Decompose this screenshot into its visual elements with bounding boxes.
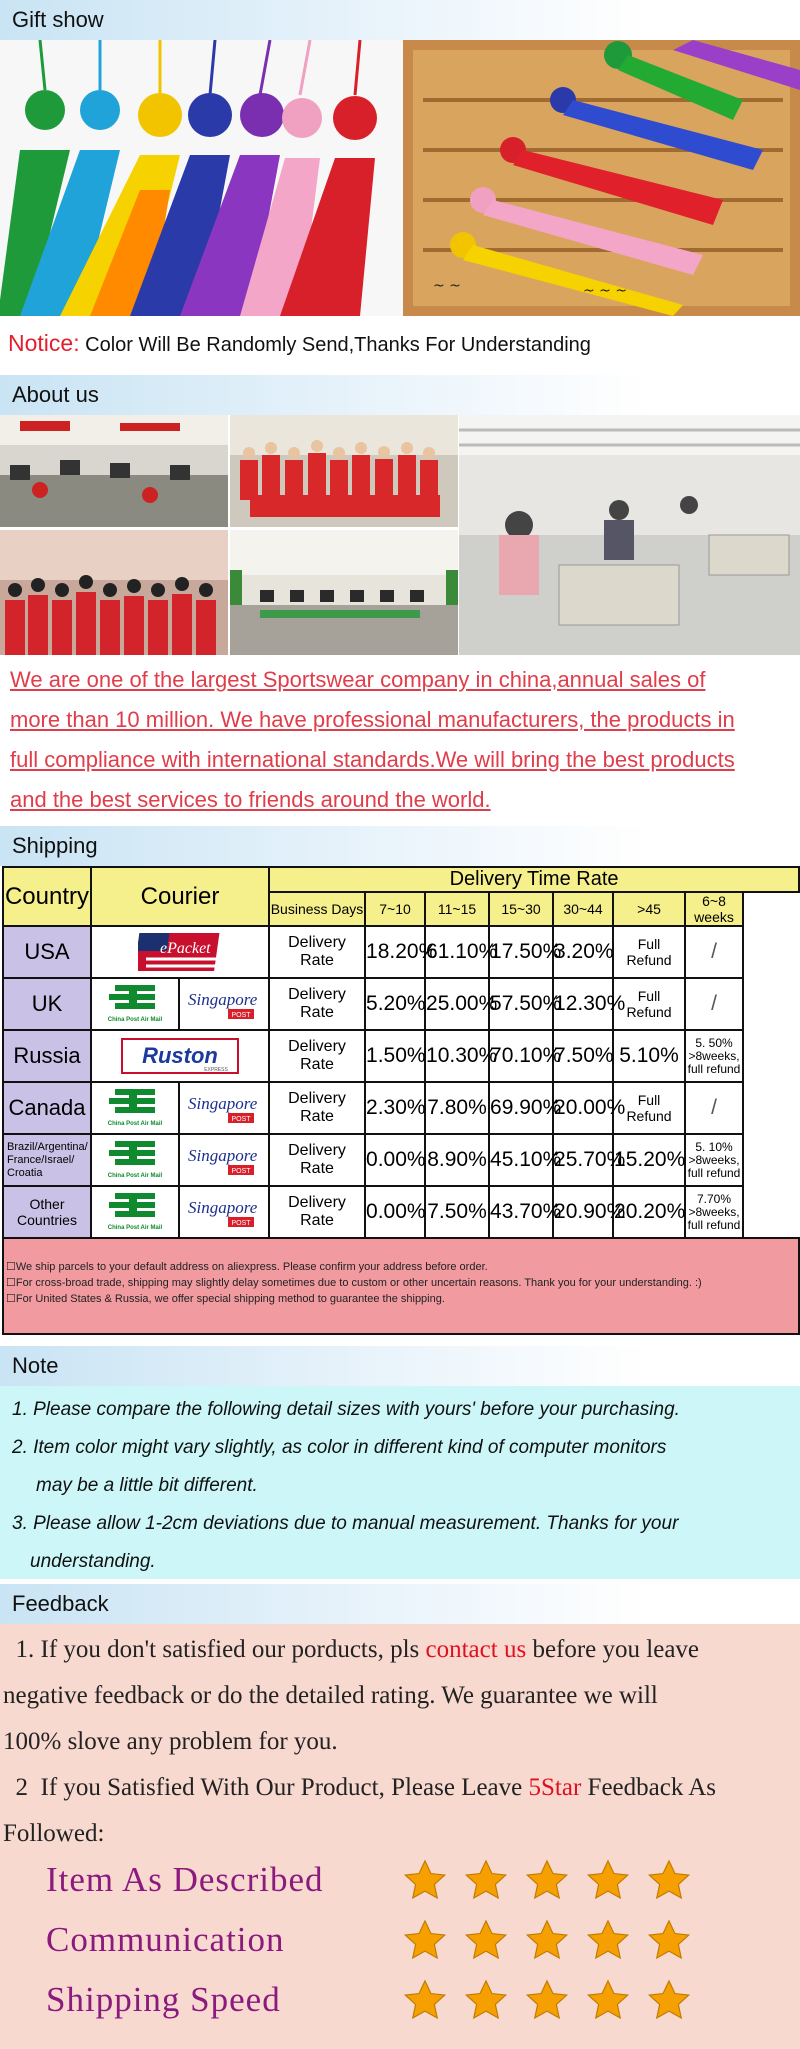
rating-label-communication: Communication (46, 1920, 285, 1959)
courier-cell (91, 926, 269, 978)
svg-text:~ ~: ~ ~ (433, 278, 461, 294)
singapore-sub: POST (231, 1116, 251, 1123)
sub-header: 30~44 (553, 892, 613, 926)
feedback-line (3, 1774, 716, 1802)
rate-cell: / (685, 978, 743, 1030)
star-icon (402, 1858, 448, 1904)
rate-cell: 15.20% (613, 1134, 685, 1186)
feedback-text: 1. If you don't satisfied our porducts, pls (3, 1636, 426, 1663)
team-photo-1 (230, 415, 458, 527)
notice-label: Notice: (8, 330, 80, 356)
sub-header: 6~8 weeks (685, 892, 743, 926)
rate-cell: 45.10% (489, 1134, 553, 1186)
epacket-text: ePacket (160, 940, 211, 957)
rate-cell: 12.30% (553, 978, 613, 1030)
star-icon (524, 1918, 570, 1964)
about-line: full compliance with international standards.We will bring the best products (10, 747, 735, 772)
note-item: 2. Item color might vary slightly, as color in different kind of computer monitors (12, 1437, 667, 1458)
rate-cell: 57.50% (489, 978, 553, 1030)
star-icon (524, 1858, 570, 1904)
shipping-table (2, 866, 800, 1335)
rate-cell: / (685, 1082, 743, 1134)
country-cell: Other Countries (3, 1186, 91, 1238)
rate-cell: 25.70% (553, 1134, 613, 1186)
china-post-logo (95, 1189, 175, 1235)
courier-cell (179, 978, 269, 1030)
note-item: 3. Please allow 1-2cm deviations due to manual measurement. Thanks for your (12, 1513, 679, 1534)
rate-cell: 20.90% (553, 1186, 613, 1238)
rate-cell: 5. 10% >8weeks, full refund (685, 1134, 743, 1186)
five-star-text: 5Star (528, 1774, 582, 1801)
shipping-title: Shipping (12, 833, 98, 858)
china-post-logo (95, 1085, 175, 1131)
note-title: Note (12, 1353, 59, 1378)
sub-header: 11~15 (425, 892, 489, 926)
china-post-logo (95, 981, 175, 1027)
table-row (3, 1186, 799, 1238)
rate-cell: 17.50% (489, 926, 553, 978)
rate-cell: 7.70% >8weeks, full refund (685, 1186, 743, 1238)
ruston-logo (120, 1033, 240, 1079)
china-post-text: China Post Air Mail (107, 1121, 163, 1127)
rate-cell: / (685, 926, 743, 978)
rate-label: Delivery Rate (269, 1082, 365, 1134)
notice-text: Color Will Be Randomly Send,Thanks For Understanding (79, 334, 591, 356)
rate-label: Delivery Rate (269, 1186, 365, 1238)
tassels-fan-photo (0, 40, 403, 316)
china-post-text: China Post Air Mail (107, 1225, 163, 1231)
star-icon (585, 1858, 631, 1904)
team-photo-2 (0, 530, 228, 655)
china-post-text: China Post Air Mail (107, 1017, 163, 1023)
rate-cell: 69.90% (489, 1082, 553, 1134)
feedback-header (0, 1584, 800, 1624)
col-courier-header: Courier (91, 867, 269, 926)
feedback-line: negative feedback or do the detailed rating. We guarantee we will (3, 1682, 658, 1709)
table-row (3, 978, 799, 1030)
tassels-tray-photo (403, 40, 800, 316)
note-item: understanding. (30, 1551, 156, 1572)
about-us-header (0, 375, 800, 415)
rate-cell: 5.20% (365, 978, 425, 1030)
about-line: and the best services to friends around the world. (10, 787, 491, 812)
factory-photo (459, 415, 800, 655)
star-icon (463, 1918, 509, 1964)
rate-cell: 10.30% (425, 1030, 489, 1082)
courier-cell (91, 1134, 179, 1186)
rate-cell: 20.20% (613, 1186, 685, 1238)
star-icon (646, 1858, 692, 1904)
courier-cell (91, 1082, 179, 1134)
star-icon (402, 1918, 448, 1964)
rating-label-shipping-speed: Shipping Speed (46, 1980, 281, 2019)
rate-label: Delivery Rate (269, 1030, 365, 1082)
stars-row (402, 1978, 707, 2029)
courier-cell (179, 1082, 269, 1134)
epacket-logo (138, 929, 222, 975)
shipping-note: ☐For United States & Russia, we offer special shipping method to guarantee the shipping. (6, 1293, 445, 1305)
singapore-post-logo (182, 1137, 266, 1183)
singapore-post-logo (182, 981, 266, 1027)
star-icon (646, 1978, 692, 2024)
singapore-text: Singapore (188, 990, 258, 1009)
note-item: 1. Please compare the following detail sizes with yours' before your purchasing. (12, 1399, 680, 1420)
table-row (3, 1082, 799, 1134)
shipping-header (0, 826, 800, 866)
singapore-text: Singapore (188, 1146, 258, 1165)
rate-cell: Full Refund (613, 1082, 685, 1134)
rate-cell: 1.50% (365, 1030, 425, 1082)
star-icon (463, 1978, 509, 2024)
china-post-text: China Post Air Mail (107, 1173, 163, 1179)
stars-row (402, 1858, 707, 1909)
sub-header: 15~30 (489, 892, 553, 926)
ruston-sub: EXPRESS (204, 1067, 228, 1073)
feedback-line: 100% slove any problem for you. (3, 1728, 338, 1755)
contact-us-link[interactable]: contact us (425, 1636, 527, 1663)
feedback-title: Feedback (12, 1591, 109, 1616)
country-cell: UK (3, 978, 91, 1030)
col-country-header: Country (3, 867, 91, 926)
rate-cell: 70.10% (489, 1030, 553, 1082)
sub-header: 7~10 (365, 892, 425, 926)
stars-row (402, 1918, 707, 1969)
table-row (3, 1134, 799, 1186)
rate-cell: 7.50% (553, 1030, 613, 1082)
rate-cell: Full Refund (613, 926, 685, 978)
singapore-sub: POST (231, 1220, 251, 1227)
rate-cell: 3.20% (553, 926, 613, 978)
rate-label: Delivery Rate (269, 926, 365, 978)
courier-cell (91, 978, 179, 1030)
star-icon (463, 1858, 509, 1904)
singapore-text: Singapore (188, 1094, 258, 1113)
gift-show-title: Gift show (12, 7, 104, 32)
office-photo (0, 415, 228, 527)
courier-cell (91, 1030, 269, 1082)
rate-cell: 2.30% (365, 1082, 425, 1134)
about-us-text (10, 660, 790, 820)
country-cell: USA (3, 926, 91, 978)
feedback-line: Followed: (3, 1820, 105, 1847)
courier-cell (179, 1186, 269, 1238)
feedback-text: before you leave (526, 1636, 700, 1663)
country-cell: Canada (3, 1082, 91, 1134)
note-box (0, 1386, 800, 1579)
feedback-text: 2 If you Satisfied With Our Product, Please Leave (3, 1774, 529, 1801)
shipping-notes (3, 1238, 799, 1334)
svg-text:~ ~ ~: ~ ~ ~ (583, 283, 628, 299)
feedback-box (0, 1624, 800, 2049)
notice-line (8, 330, 591, 357)
rate-cell: 5. 50% >8weeks, full refund (685, 1030, 743, 1082)
star-icon (402, 1978, 448, 2024)
china-post-logo (95, 1137, 175, 1183)
singapore-post-logo (182, 1085, 266, 1131)
rate-cell: 7.50% (425, 1186, 489, 1238)
sub-header: >45 (613, 892, 685, 926)
star-icon (646, 1918, 692, 1964)
singapore-post-logo (182, 1189, 266, 1235)
rate-cell: 0.00% (365, 1186, 425, 1238)
table-row (3, 1030, 799, 1082)
rate-label: Delivery Rate (269, 1134, 365, 1186)
singapore-sub: POST (231, 1168, 251, 1175)
star-icon (585, 1918, 631, 1964)
feedback-line (3, 1636, 699, 1664)
shipping-note: ☐For cross-broad trade, shipping may slightly delay sometimes due to custom or other uncertain reasons. Thank you for your understanding. :) (6, 1277, 702, 1289)
office-floor-photo (230, 530, 458, 655)
rate-cell: 5.10% (613, 1030, 685, 1082)
rate-cell: 0.00% (365, 1134, 425, 1186)
rate-cell: 43.70% (489, 1186, 553, 1238)
shipping-note: ☐We ship parcels to your default address on aliexpress. Please confirm your address before order. (6, 1261, 488, 1273)
rate-label: Delivery Rate (269, 978, 365, 1030)
rate-cell: 8.90% (425, 1134, 489, 1186)
about-us-title: About us (12, 382, 99, 407)
courier-cell (91, 1186, 179, 1238)
rate-cell: Full Refund (613, 978, 685, 1030)
ruston-text: Ruston (142, 1043, 218, 1068)
feedback-text: Feedback As (581, 1774, 716, 1801)
notes-row (3, 1238, 799, 1334)
table-row (3, 926, 799, 978)
country-cell: Russia (3, 1030, 91, 1082)
rate-cell: 7.80% (425, 1082, 489, 1134)
star-icon (585, 1978, 631, 2024)
sub-header: Business Days (269, 892, 365, 926)
rating-label-item-as-described: Item As Described (46, 1860, 324, 1899)
star-icon (524, 1978, 570, 2024)
col-delivery-header: Delivery Time Rate (269, 867, 799, 892)
country-cell: Brazil/Argentina/ France/Israel/ Croatia (3, 1134, 91, 1186)
note-item: may be a little bit different. (36, 1475, 258, 1496)
rate-cell: 61.10% (425, 926, 489, 978)
about-line: more than 10 million. We have professional manufacturers, the products in (10, 707, 735, 732)
singapore-sub: POST (231, 1012, 251, 1019)
rate-cell: 18.20% (365, 926, 425, 978)
note-header (0, 1346, 800, 1386)
rate-cell: 25.00% (425, 978, 489, 1030)
rate-cell: 20.00% (553, 1082, 613, 1134)
about-line: We are one of the largest Sportswear company in china,annual sales of (10, 667, 706, 692)
courier-cell (179, 1134, 269, 1186)
gift-show-header (0, 0, 800, 40)
singapore-text: Singapore (188, 1198, 258, 1217)
